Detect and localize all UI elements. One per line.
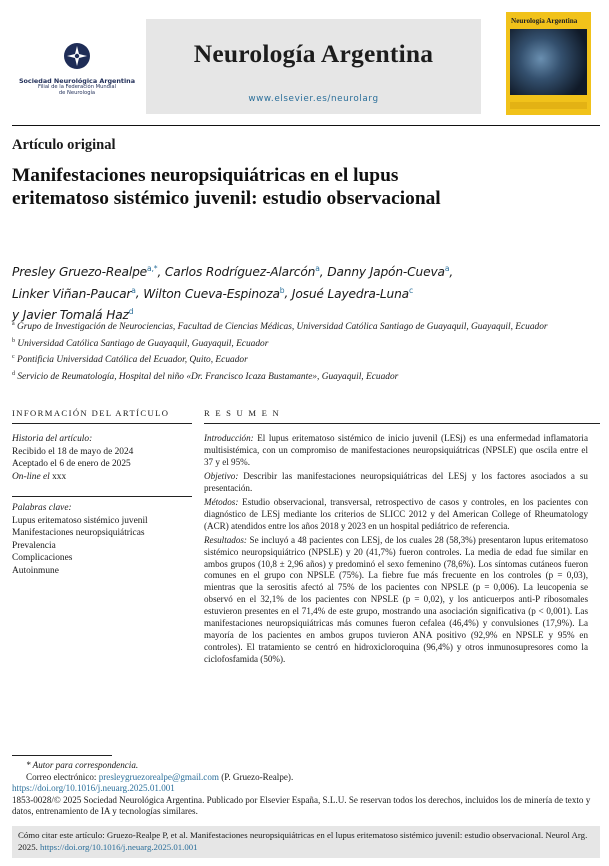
received-date: Recibido el 18 de mayo de 2024 (12, 446, 134, 457)
article-history (12, 433, 197, 483)
abstract-objective: Objetivo: Describir las manifestaciones neuropsiquiátricas del LESj y los factores asociados a su presentación. (204, 470, 588, 493)
journal-cover (476, 10, 600, 114)
affiliation: $^b$ Universidad Católica Santiago de Guayaquil, Guayaquil, Ecuador (12, 337, 269, 349)
cover-footer-band (510, 102, 587, 109)
info-divider (12, 423, 192, 424)
doi-link[interactable]: https://doi.org/10.1016/j.neuarg.2025.01.001 (12, 783, 175, 793)
affiliation-list (12, 318, 592, 384)
keyword: Prevalencia (12, 540, 56, 551)
cover-thumbnail (506, 12, 591, 115)
author[interactable]: Wilton Cueva-Espinoza$^b$ (143, 285, 285, 301)
keyword: Complicaciones (12, 553, 73, 564)
society-logo (12, 42, 142, 97)
author[interactable]: Linker Viñan-Paucar$^a$ (12, 285, 136, 301)
email-link[interactable]: presleygruezorealpe@gmail.com (98, 771, 219, 782)
author[interactable]: Presley Gruezo-Realpe$^{a,*}$ (12, 264, 158, 280)
keyword: Manifestaciones neuropsiquiátricas (12, 528, 145, 539)
affiliation: $^d$ Servicio de Reumatología, Hospital del niño «Dr. Francisco Icaza Bustamante», Guayaquil, Ecuador (12, 370, 399, 382)
abstract-heading: RESUMEN (204, 408, 285, 418)
article-info-heading: INFORMACIÓN DEL ARTÍCULO (12, 408, 170, 418)
copyright-notice: 1853-0028/© 2025 Sociedad Neurológica Argentina. Publicado por Elsevier España, S.L.U. Se reservan todos los derechos, incluidos los de minería de texto y datos, entrenamiento de IA y tecnologías similares. (12, 794, 591, 816)
author[interactable]: y Javier Tomalá Haz$^d$ (12, 306, 134, 322)
author[interactable]: Danny Japón-Cueva$^a$ (327, 264, 450, 280)
online-date: On-line el xxx (12, 471, 67, 482)
abstract-results: Resultados: Se incluyó a 48 pacientes con LESj, de los cuales 28 (58,3%) presentaron lupus eritematoso sistémico neuropsiquiátrico (NPSLE) y 20 (41,7%) fueron controles. La media de edad fue similar en ambos grupos (10,8 ± 2,96 años) y predominó el sexo femenino (78,6%). Los síntomas cutáneos fueron comunes en el grupo con NPSLE (75%). La fiebre fue más frecuente en los controles (p = 0,03), mientras que la serositis afectó al 75% de los pacientes con NPSLE (p = 0,006). La leucopenia se observó en el 32,1% de los pacientes con NPSLE (p = 0,02), y los anticuerpos anti-P ribosomales estuvieron presentes en el 71,4% de este grupo, mostrando una asociación significativa (p < 0,001). Las manifestaciones neuropsiquiátricas más comunes fueron cefalea (46,4%) y convulsiones (17,9%). La mayoría de los pacientes en ambos grupos tuvieron ANA positivo (92,9% en NPSLE y 95% en controles). El tratamiento se centró en hidroxicloroquina (96,4%) y otros inmunosupresores como la ciclofosfamida (50%). (204, 534, 588, 665)
journal-banner (146, 19, 481, 114)
society-subtitle-1: Filial de la Federación Mundial (37, 84, 117, 91)
header-divider (12, 125, 600, 126)
author-list: Presley Gruezo-Realpe$^{a,*}$, Carlos Rodríguez-Alarcón$^a$, Danny Japón-Cueva$^a$, Linker Viñan-Paucar$^a$, Wilton Cueva-Espinoza$^b$, Josué Layedra-Luna$^c$ y Javier Tomalá Haz$^d$ (12, 264, 454, 322)
society-subtitle-2: de Neurología (58, 90, 96, 97)
footnotes (12, 760, 600, 818)
citation-doi-link[interactable]: https://doi.org/10.1016/j.neuarg.2025.01.001 (40, 841, 198, 852)
corresponding-note: * Autor para correspondencia. (26, 760, 139, 770)
society-emblem-icon (63, 42, 91, 70)
abstract-methods: Métodos: Estudio observacional, transversal, retrospectivo de casos y controles, en los pacientes con diagnóstico de LESj mediante los criterios de SLICC 2012 y del American College of Rheumatology (ACR) atendidos entre los años 2018 y 2023 en un hospital pediátrico de referencia. (204, 496, 588, 531)
cover-image (510, 29, 587, 95)
keywords-label: Palabras clave: (12, 503, 72, 513)
abstract-introduction: Introducción: El lupus eritematoso sistémico de inicio juvenil (LESj) es una enfermedad inflamatoria multisistémica, con un compromiso de manifestaciones neuropsiquiátricas (NPSLE) que oscila entre el 37 y el 95%. (204, 433, 588, 467)
corresponding-email: Correo electrónico: presleygruezorealpe@gmail.com (P. Gruezo-Realpe). (26, 771, 294, 782)
footnote-divider (12, 755, 112, 756)
citation-text: Cómo citar este artículo: Gruezo-Realpe P, et al. Manifestaciones neuropsiquiátricas en el lupus eritematoso sistémico juvenil: estudio observacional. Neurol Arg. 2025. (18, 830, 588, 852)
journal-url-link[interactable]: www.elsevier.es/neurolarg (248, 94, 379, 104)
keywords (12, 502, 197, 578)
author[interactable]: Carlos Rodríguez-Alarcón$^a$ (164, 264, 320, 280)
abstract-divider (204, 423, 600, 424)
abstract-body (204, 433, 588, 668)
journal-title: Neurología Argentina (193, 39, 434, 68)
affiliation: $^a$ Grupo de Investigación de Neurociencias, Facultad de Ciencias Médicas, Universidad Católica Santiago de Guayaquil, Guayaquil, Ecuador (12, 321, 548, 333)
author[interactable]: Josué Layedra-Luna$^c$ (291, 285, 414, 301)
keywords-divider (12, 496, 192, 497)
accepted-date: Aceptado el 6 de enero de 2025 (12, 459, 131, 470)
cover-title: Neurología Argentina (511, 17, 578, 25)
article-title: Manifestaciones neuropsiquiátricas en el lupus eritematoso sistémico juvenil: estudio observacional (12, 165, 441, 210)
history-label: Historia del artículo: (12, 434, 93, 444)
affiliation: $^c$ Pontificia Universidad Católica del Ecuador, Quito, Ecuador (12, 354, 248, 366)
citation-box (12, 826, 600, 858)
society-name: Sociedad Neurológica Argentina (18, 77, 136, 85)
article-type: Artículo original (12, 137, 116, 153)
keyword: Autoinmune (12, 565, 59, 576)
keyword: Lupus eritematoso sistémico juvenil (12, 515, 148, 526)
journal-header (12, 10, 600, 114)
